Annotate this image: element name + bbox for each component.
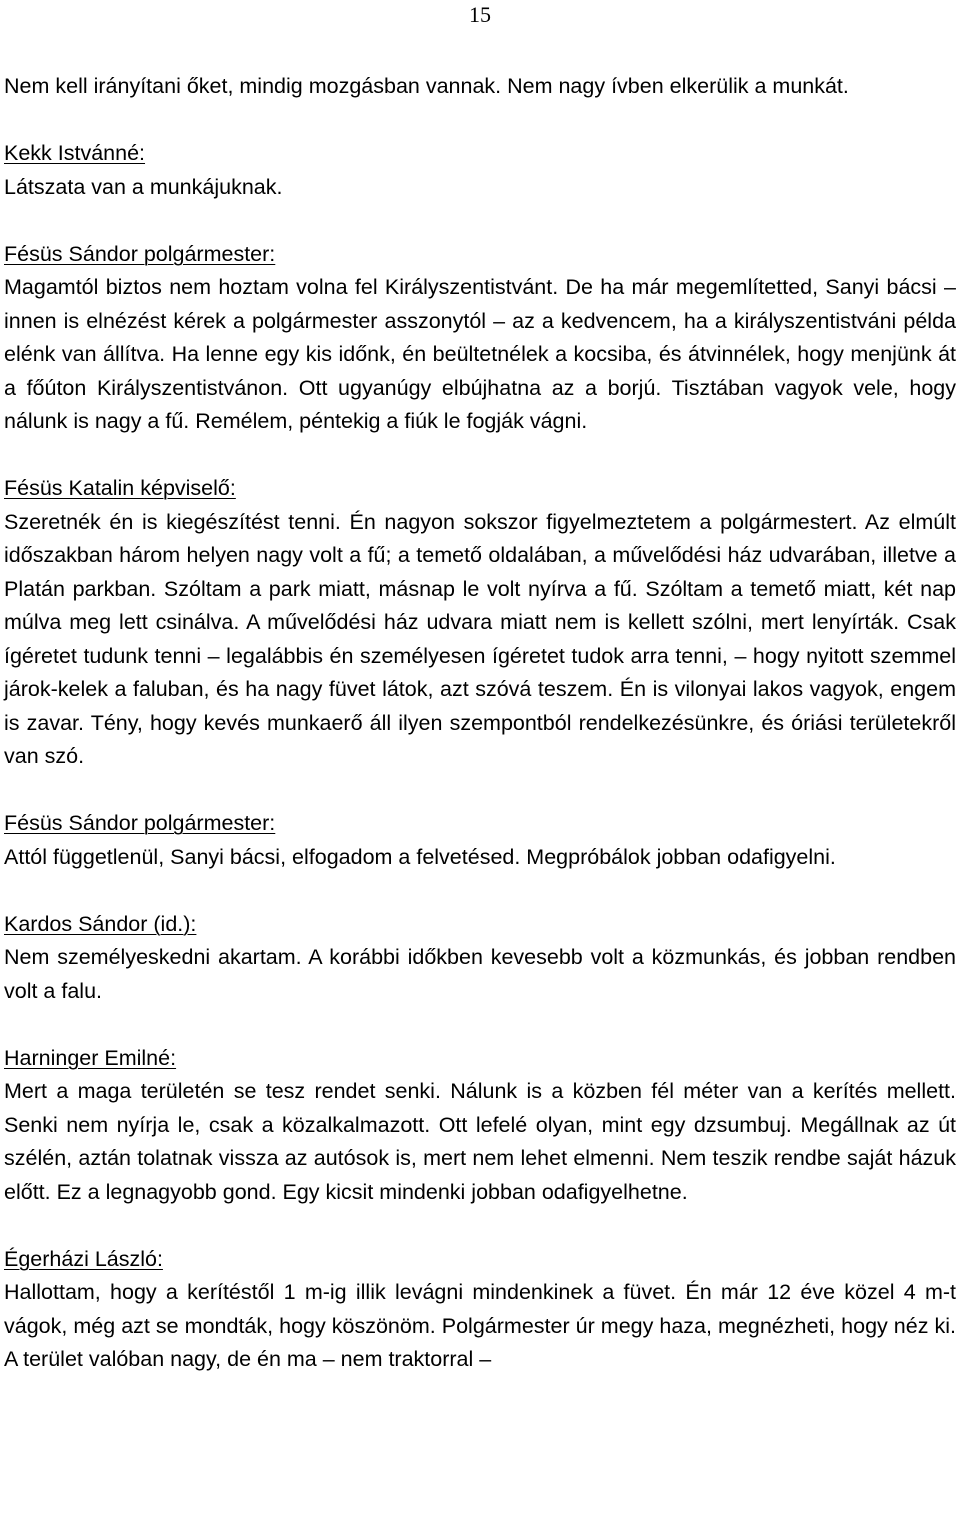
speech-block-kardos bbox=[4, 908, 956, 1009]
speech-block-harninger bbox=[4, 1042, 956, 1210]
speech-block-egerhazi bbox=[4, 1243, 956, 1377]
speaker-label: Égerházi László: bbox=[4, 1246, 163, 1271]
speech-text: Nem személyeskedni akartam. A korábbi időkben kevesebb volt a közmunkás, és jobban rendben volt a falu. bbox=[4, 945, 956, 1003]
speaker-label: Harninger Emilné: bbox=[4, 1045, 177, 1070]
paragraph-text: Nem kell irányítani őket, mindig mozgásban vannak. Nem nagy ívben elkerülik a munkát. bbox=[4, 74, 849, 98]
speaker-label: Fésüs Sándor polgármester: bbox=[4, 241, 276, 266]
speech-text: Attól függetlenül, Sanyi bácsi, elfogadom a felvetésed. Megpróbálok jobban odafigyelni. bbox=[4, 844, 836, 869]
speech-block-kekk bbox=[4, 137, 956, 204]
speech-text: Magamtól biztos nem hoztam volna fel Királyszentistvánt. De ha már megemlítetted, Sanyi bácsi – innen is elnézést kérek a polgármester asszonytól – az a kedvencem, ha a királyszentistváni példa elénk van állítva. Ha lenne egy kis időnk, én beültetnélek a kocsiba, és átvinnélek, hogy menjünk át a főúton Királyszentistvánon. Ott ugyanúgy elbújhatna az a borjú. Tisztában vagyok vele, hogy nálunk is nagy a fű. Remélem, péntekig a fiúk le fogják vágni. bbox=[4, 275, 956, 433]
speaker-label: Fésüs Katalin képviselő: bbox=[4, 476, 236, 500]
speech-text: Hallottam, hogy a kerítéstől 1 m-ig illik levágni mindenkinek a füvet. Én már 12 éve közel 4 m-t vágok, még azt se mondták, hogy köszönöm. Polgármester úr megy haza, megnézheti, hogy néz ki. A terület valóban nagy, de én ma – nem traktorral – bbox=[4, 1280, 956, 1371]
speech-text: Mert a maga területén se tesz rendet senki. Nálunk is a közben fél méter van a kerítés mellett. Senki nem nyírja le, csak a közalkalmazott. Ott lefelé olyan, mint egy dzsumbuj. Megállnak az út szélén, aztán tolatnak vissza az autósok is, mert nem lehet elmenni. Nem teszik rendbe saját házuk előtt. Ez a legnagyobb gond. Egy kicsit mindenki jobban odafigyelhetne. bbox=[4, 1079, 956, 1204]
minutes-body bbox=[4, 70, 956, 1410]
speech-text: Szeretnék én is kiegészítést tenni. Én nagyon sokszor figyelmeztetem a polgármestert. Az elmúlt időszakban három helyen nagy volt a fű; a temető oldalában, a művelődési ház udvarában, illetve a Platán parkban. Szóltam a park miatt, másnap le volt nyírva a fű. Szóltam a temető miatt, két nap múlva meg lett csinálva. A művelődési ház udvara miatt nem is kellett szólni, mert lenyírták. Csak ígéretet tudunk tenni – legalábbis én személyesen ígéretet tudok arra tenni, – hogy nyitott szemmel járok-kelek a faluban, és ha nagy füvet látok, azt szóvá teszem. Én is vilonyai lakos vagyok, engem is zavar. Tény, hogy kevés munkaerő áll ilyen szempontból rendelkezésünkre, és óriási területekről van szó. bbox=[4, 509, 956, 768]
speaker-label: Kekk Istvánné: bbox=[4, 141, 146, 165]
speech-block-fesus-sandor-1 bbox=[4, 238, 956, 439]
speaker-label: Kardos Sándor (id.): bbox=[4, 911, 197, 936]
page-number: 15 bbox=[469, 2, 491, 27]
speaker-label: Fésüs Sándor polgármester: bbox=[4, 811, 276, 835]
speech-block-fesus-sandor-2 bbox=[4, 807, 956, 874]
paragraph-continuation bbox=[4, 70, 956, 104]
speech-text: Látszata van a munkájuknak. bbox=[4, 174, 283, 199]
speech-block-fesus-katalin bbox=[4, 472, 956, 774]
